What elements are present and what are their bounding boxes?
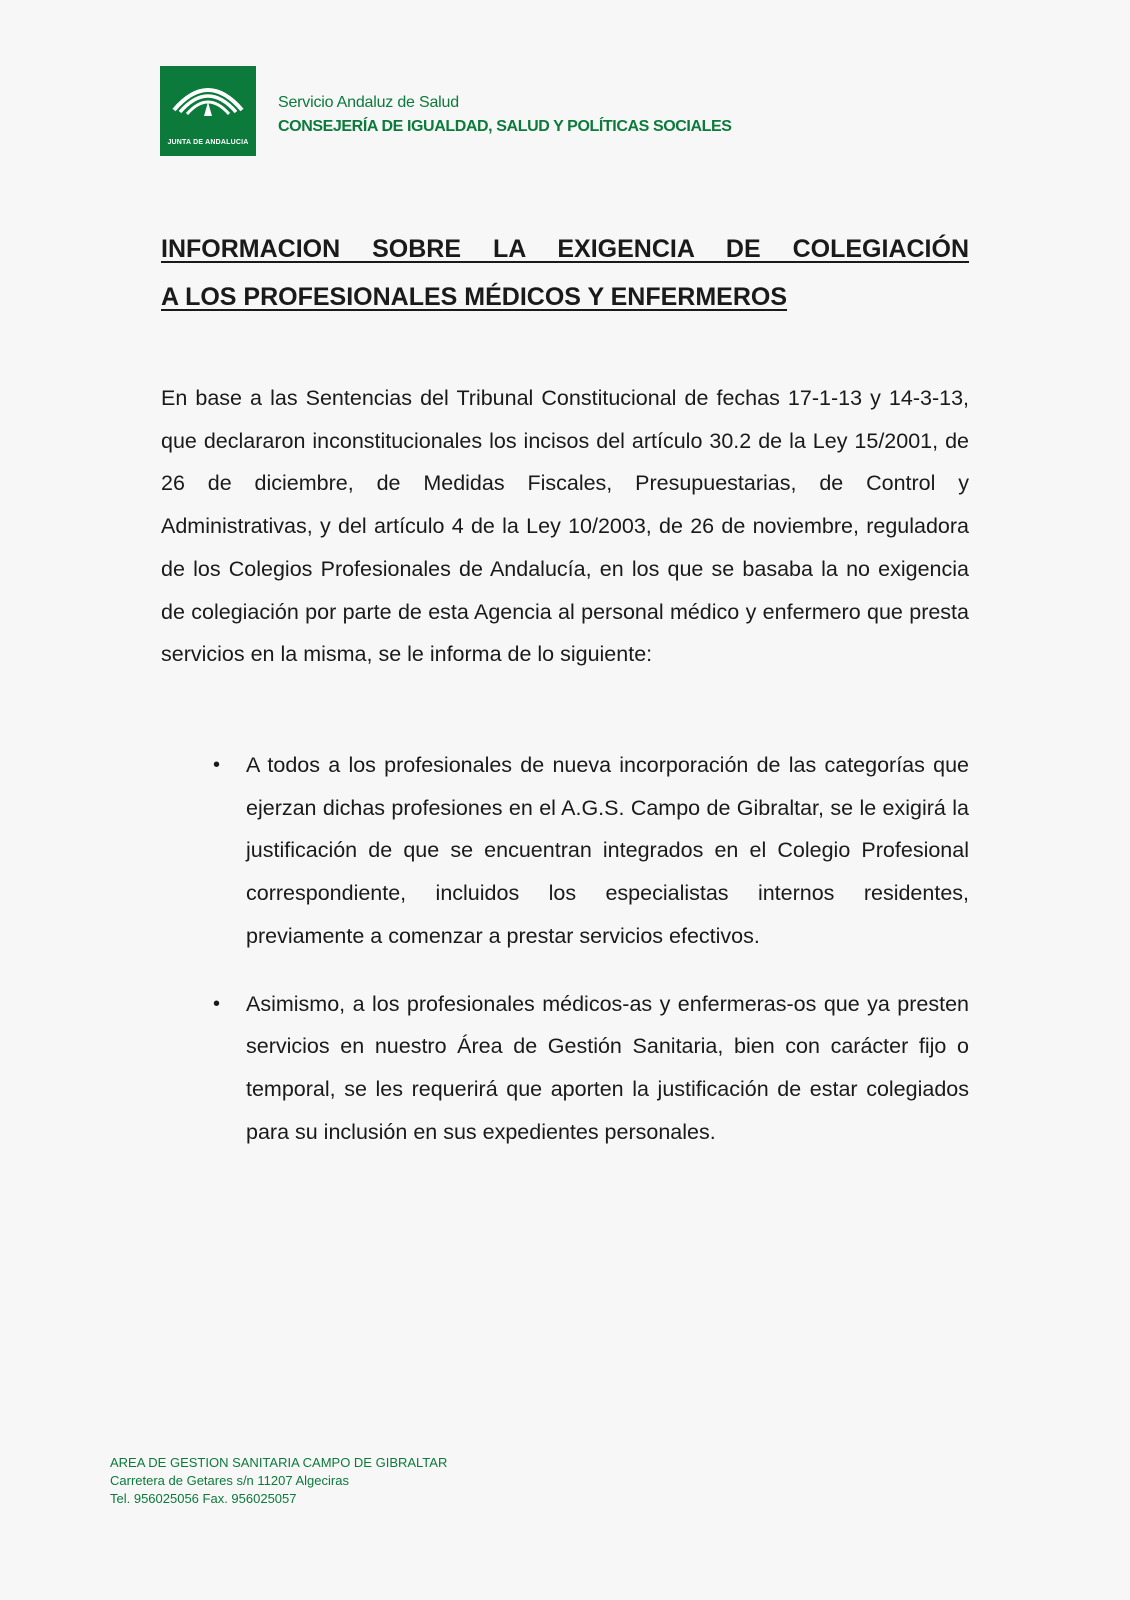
- document-title: [161, 225, 969, 321]
- list-item: [161, 983, 969, 1154]
- title-line-1: INFORMACION SOBRE LA EXIGENCIA DE COLEGIACIÓN: [161, 235, 969, 263]
- bullet-list: [161, 744, 969, 1178]
- org-service-name: Servicio Andaluz de Salud: [278, 94, 459, 111]
- junta-andalucia-logo: [160, 66, 256, 156]
- list-item: [161, 744, 969, 958]
- bullet-dot-icon: •: [213, 754, 221, 776]
- org-department-name: CONSEJERÍA DE IGUALDAD, SALUD Y POLÍTICAS SOCIALES: [278, 118, 732, 135]
- organization-name: [278, 94, 732, 136]
- footer-address: [110, 1454, 447, 1508]
- bullet-text: Asimismo, a los profesionales médicos-as y enfermeras-os que ya presten servicios en nuestro Área de Gestión Sanitaria, bien con carácter fijo o temporal, se les requerirá que aporten la justificación de estar colegiados para su inclusión en sus expedientes personales.: [246, 991, 969, 1144]
- logo-caption: JUNTA DE ANDALUCIA: [167, 139, 249, 146]
- footer-contact-line: Tel. 956025056 Fax. 956025057: [110, 1491, 297, 1506]
- letterhead: [160, 66, 732, 156]
- footer-address-line: Carretera de Getares s/n 11207 Algeciras: [110, 1473, 349, 1488]
- footer-area-name: AREA DE GESTION SANITARIA CAMPO DE GIBRALTAR: [110, 1455, 448, 1470]
- bullet-text: A todos a los profesionales de nueva incorporación de las categorías que ejerzan dichas profesiones en el A.G.S. Campo de Gibraltar, se le exigirá la justificación de que se encuentran integrados en el Colegio Profesional correspondiente, incluidos los especialistas internos residentes, previamente a comenzar a prestar servicios efectivos.: [246, 753, 969, 948]
- bullet-dot-icon: •: [213, 992, 221, 1015]
- intro-paragraph: En base a las Sentencias del Tribunal Constitucional de fechas 17-1-13 y 14-3-13, que declararon inconstitucionales los incisos del artículo 30.2 de la Ley 15/2001, de 26 de diciembre, de Medidas Fiscales, Presupuestarias, de Control y Administrativas, y del artículo 4 de la Ley 10/2003, de 26 de noviembre, reguladora de los Colegios Profesionales de Andalucía, en los que se basaba la no exigencia de colegiación por parte de esta Agencia al personal médico y enfermero que presta servicios en la misma, se le informa de lo siguiente:: [161, 386, 969, 667]
- title-line-2: A LOS PROFESIONALES MÉDICOS Y ENFERMEROS: [161, 283, 788, 311]
